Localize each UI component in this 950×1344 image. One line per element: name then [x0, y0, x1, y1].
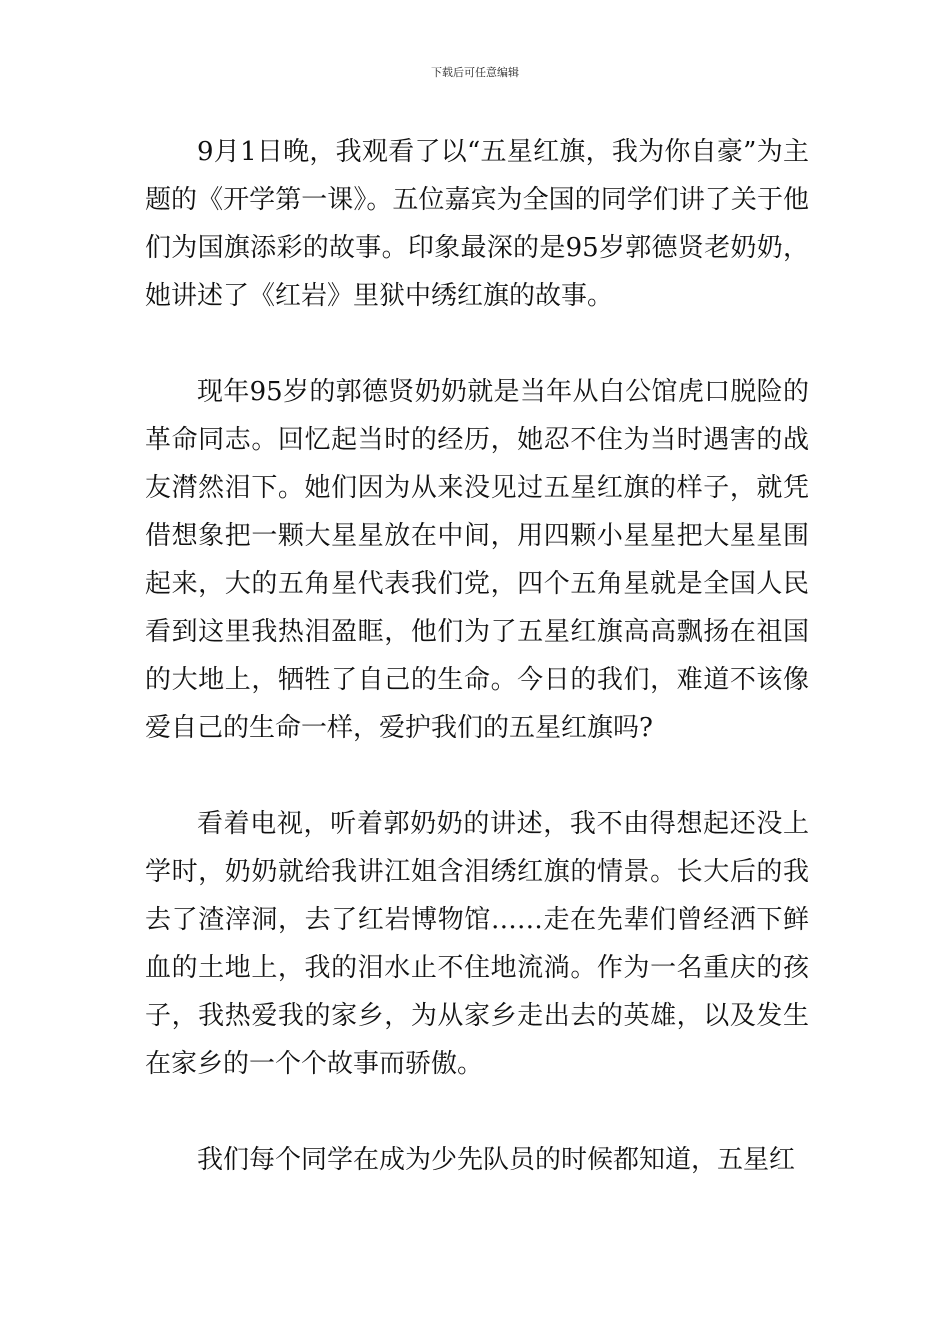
paragraph-1: 9月1日晚，我观看了以“五星红旗，我为你自豪”为主题的《开学第一课》。五位嘉宾为全国的同学们讲了关于他们为国旗添彩的故事。印象最深的是95岁郭德贤老奶奶，她讲述了《红岩》里狱中绣红旗的故事。 [145, 137, 809, 311]
paragraph-4: 我们每个同学在成为少先队员的时候都知道，五星红 [197, 1145, 796, 1175]
document-body [145, 128, 809, 1184]
paragraph-2: 现年95岁的郭德贤奶奶就是当年从白公馆虎口脱险的革命同志。回忆起当时的经历，她忍不住为当时遇害的战友潸然泪下。她们因为从来没见过五星红旗的样子，就凭借想象把一颗大星星放在中间，用四颗小星星把大星星围起来，大的五角星代表我们党，四个五角星就是全国人民看到这里我热泪盈眶，他们为了五星红旗高高飘扬在祖国的大地上，牺牲了自己的生命。今日的我们，难道不该像爱自己的生命一样，爱护我们的五星红旗吗? [145, 377, 809, 743]
paragraph-3: 看着电视，听着郭奶奶的讲述，我不由得想起还没上学时，奶奶就给我讲江姐含泪绣红旗的情景。长大后的我去了渣滓洞，去了红岩博物馆……走在先辈们曾经洒下鲜血的土地上，我的泪水止不住地流淌。作为一名重庆的孩子，我热爱我的家乡，为从家乡走出去的英雄，以及发生在家乡的一个个故事而骄傲。 [145, 809, 809, 1079]
header-note: 下载后可任意编辑 [431, 66, 519, 79]
